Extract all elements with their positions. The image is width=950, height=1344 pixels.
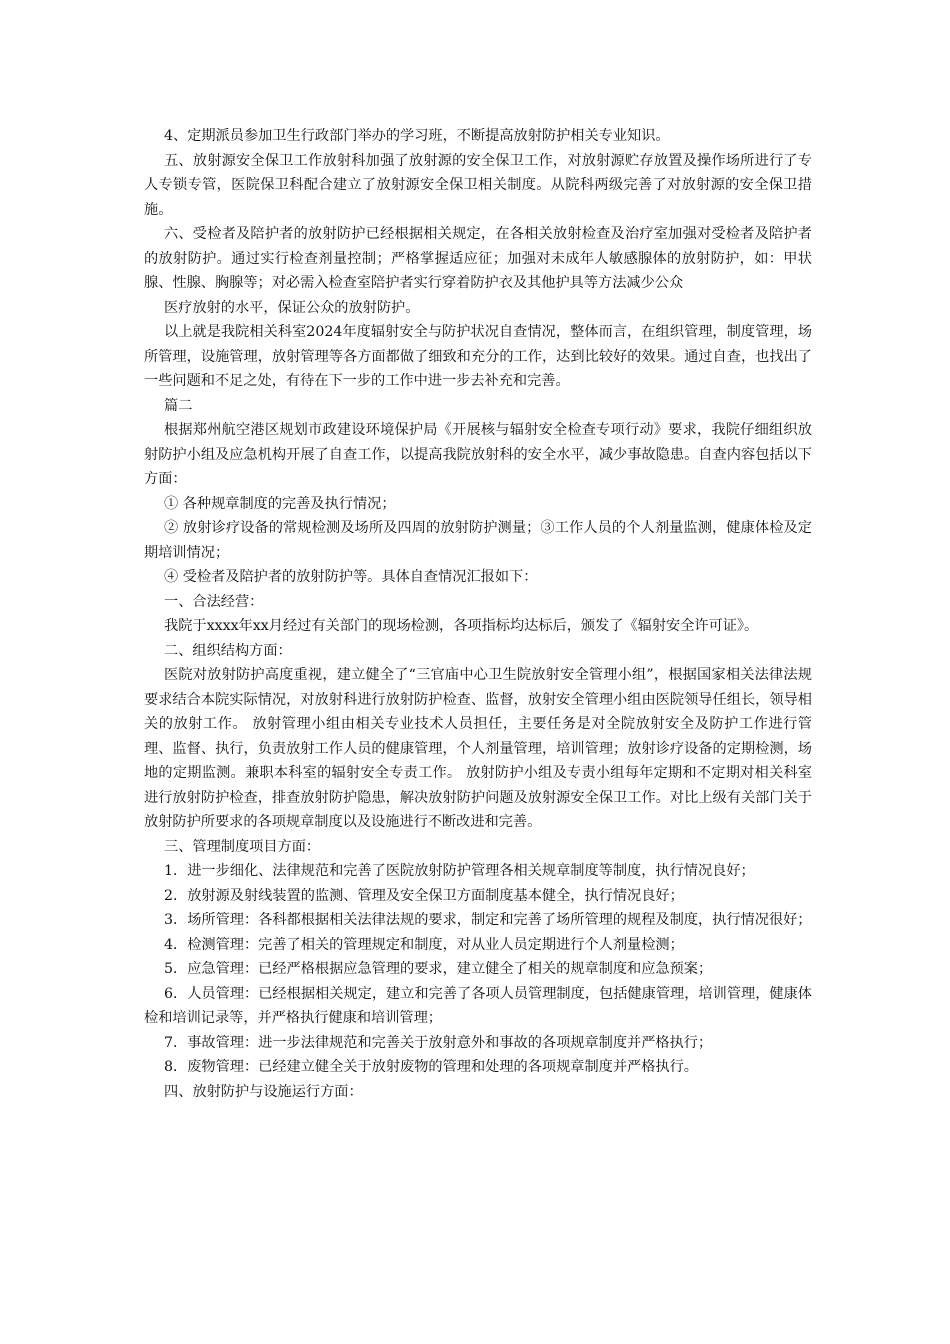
list-item: 6．人员管理：已经根据相关规定，建立和完善了各项人员管理制度，包括健康管理，培训管理，健康体检和培训记录等，并严格执行健康和培训管理；: [144, 985, 812, 1026]
section-heading: 三、管理制度项目方面：: [164, 838, 321, 855]
section-heading: 四、放射防护与设施运行方面：: [164, 1083, 363, 1100]
paragraph: 根据郑州航空港区规划市政建设环境保护局《开展核与辐射安全检查专项行动》要求，我院仔细组织放射防护小组及应急机构开展了自查工作，以提高我院放射科的安全水平，减少事故隐患。自查内容包括以下方面：: [144, 422, 812, 487]
list-item: 5．应急管理：已经严格根据应急管理的要求，建立健全了相关的规章制度和应急预案；: [164, 961, 713, 977]
section-heading: 一、合法经营：: [164, 593, 264, 610]
paragraph: 医疗放射的水平，保证公众的放射防护。: [164, 299, 420, 316]
list-item: ① 各种规章制度的完善及执行情况；: [164, 495, 396, 512]
list-item: 2．放射源及射线装置的监测、管理及安全保卫方面制度基本健全，执行情况良好；: [164, 887, 684, 904]
paragraph: 医院对放射防护高度重视，建立健全了“三官庙中心卫生院放射安全管理小组”，根据国家相关法律法规要求结合本院实际情况，对放射科进行放射防护检查、监督，放射安全管理小组由医院领导任组长，领导相关的放射工作。 放射管理小组由相关专业技术人员担任，主要任务是对全院放射安全及防护工作进行管理、监督、执行，负责放射工作人员的健康管理，个人剂量管理，培训管理；放射诊疗设备的定期检测，场地的定期监测。兼职本科室的辐射安全专责工作。 放射防护小组及专责小组每年定期和不定期对相关科室进行放射防护检查，排查放射防护隐患，解决放射防护问题及放射源安全保卫工作。对比上级有关部门关于放射防护所要求的各项规章制度以及设施进行不断改进和完善。: [144, 667, 812, 830]
paragraph: 以上就是我院相关科室2024年度辐射安全与防护状况自查情况，整体而言，在组织管理，制度管理，场所管理，设施管理，放射管理等各方面都做了细致和充分的工作，达到比较好的效果。通过自查，也找出了一些问题和不足之处，有待在下一步的工作中进一步去补充和完善。: [144, 324, 812, 389]
paragraph: 六、受检者及陪护者的放射防护已经根据相关规定，在各相关放射检查及治疗室加强对受检者及陪护者的放射防护。通过实行检查剂量控制；严格掌握适应征；加强对未成年人敏感腺体的放射防护，如：甲状腺、性腺、胸腺等；对必需入检查室陪护者实行穿着防护衣及其他护具等方法减少公众: [144, 226, 812, 291]
paragraph: 我院于xxxx年xx月经过有关部门的现场检测，各项指标均达标后，颁发了《辐射安全许可证》。: [164, 618, 759, 634]
paragraph: 五、放射源安全保卫工作放射科加强了放射源的安全保卫工作，对放射源贮存放置及操作场所进行了专人专锁专管，医院保卫科配合建立了放射源安全保卫相关制度。从院科两级完善了对放射源的安全保卫措施。: [144, 152, 812, 218]
section-heading: 篇二: [164, 397, 193, 414]
document-body: [144, 124, 812, 1104]
list-item: 4．检测管理：完善了相关的管理规定和制度，对从业人员定期进行个人剂量检测；: [164, 936, 684, 953]
list-item: 3．场所管理：各科都根据相关法律法规的要求，制定和完善了场所管理的规程及制度，执行情况很好；: [164, 912, 812, 928]
list-item: ④ 受检者及陪护者的放射防护等。具体自查情况汇报如下：: [164, 569, 538, 585]
section-heading: 二、组织结构方面：: [164, 642, 292, 659]
list-item: ② 放射诊疗设备的常规检测及场所及四周的放射防护测量；③工作人员的个人剂量监测，健康体检及定期培训情况；: [144, 520, 812, 561]
list-item: 7．事故管理：进一步法律规范和完善关于放射意外和事故的各项规章制度并严格执行；: [164, 1034, 713, 1051]
list-item: 1．进一步细化、法律规范和完善了医院放射防护管理各相关规章制度等制度，执行情况良好；: [164, 863, 755, 879]
paragraph: 4、定期派员参加卫生行政部门举办的学习班，不断提高放射防护相关专业知识。: [164, 128, 670, 144]
list-item: 8．废物管理：已经建立健全关于放射废物的管理和处理的各项规章制度并严格执行。: [164, 1059, 698, 1075]
